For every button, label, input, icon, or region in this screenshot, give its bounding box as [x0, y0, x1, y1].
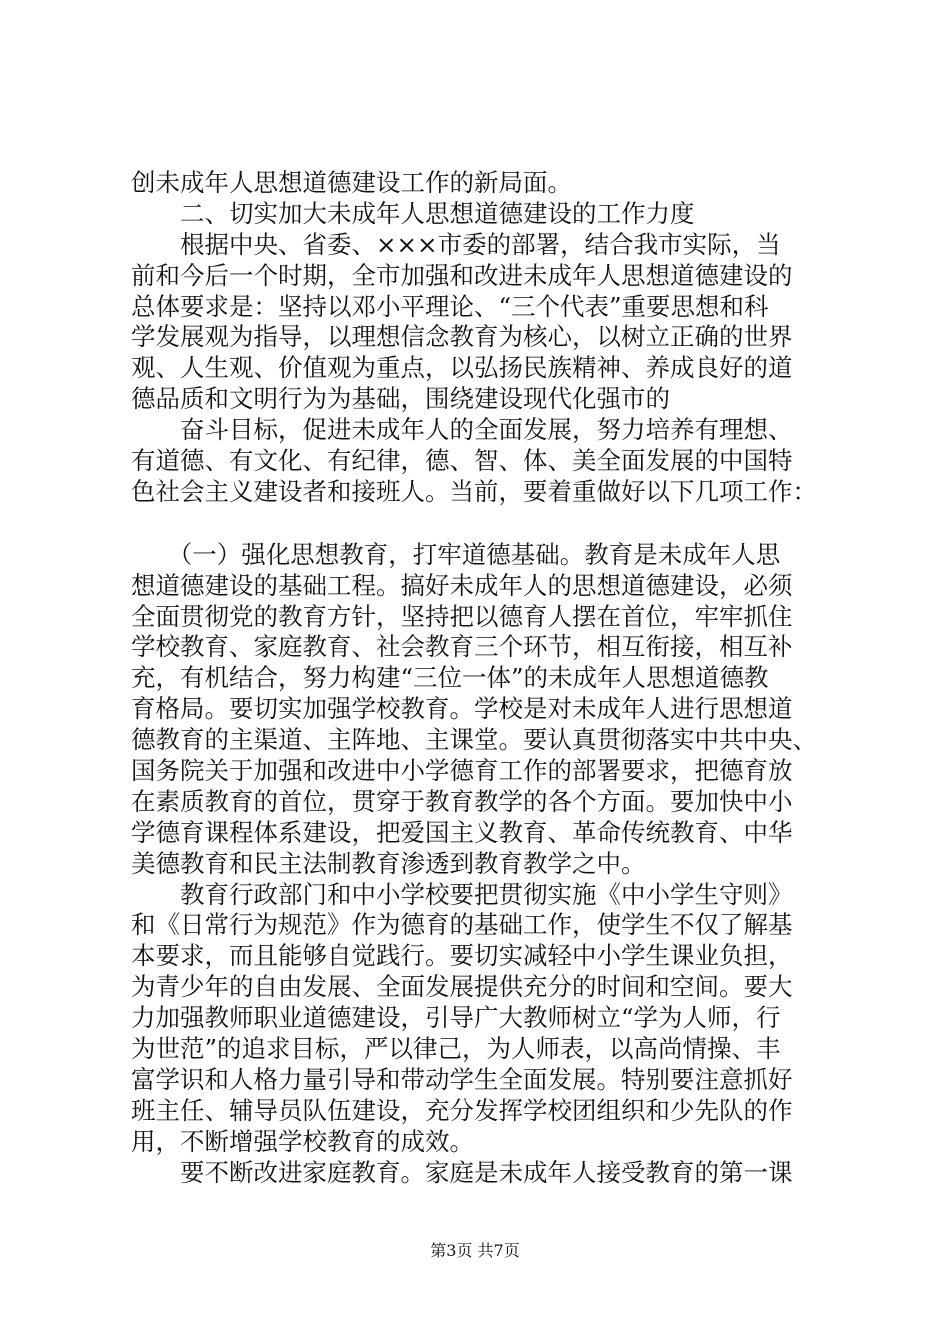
- text-line: 学校教育、家庭教育、社会教育三个环节，相互衔接，相互补: [131, 632, 793, 662]
- text-line: 想道德建设的基础工程。搞好未成年人的思想道德建设，必须: [131, 570, 793, 600]
- text-line: 为青少年的自由发展、全面发展提供充分的时间和空间。要大: [131, 972, 793, 1002]
- text-line: 德品质和文明行为为基础，围绕建设现代化强市的: [131, 384, 670, 414]
- text-line: 学发展观为指导，以理想信念教育为核心，以树立正确的世界: [131, 322, 793, 352]
- text-line: 力加强教师职业道德建设，引导广大教师树立“学为人师，行: [131, 1003, 781, 1033]
- body-text: [131, 168, 831, 1189]
- text-line: 奋斗目标，促进未成年人的全面发展，努力培养有理想、: [131, 415, 793, 445]
- text-line: （一）强化思想教育，打牢道德基础。教育是未成年人思: [131, 539, 781, 569]
- section-heading: 二、切实加大未成年人思想道德建设的工作力度: [131, 198, 695, 228]
- text-line: 教育行政部门和中小学校要把贯彻实施《中小学生守则》: [131, 879, 793, 909]
- text-line: 要不断改进家庭教育。家庭是未成年人接受教育的第一课: [131, 1157, 793, 1187]
- paragraph-gap: [131, 508, 831, 540]
- text-line: 在素质教育的首位，贯穿于教育教学的各个方面。要加快中小: [131, 786, 793, 816]
- text-line: 用，不断增强学校教育的成效。: [131, 1126, 474, 1156]
- text-line: 充，有机结合，努力构建“三位一体”的未成年人思想道德教: [131, 663, 769, 693]
- text-line: 德教育的主渠道、主阵地、主课堂。要认真贯彻落实中共中央、: [131, 725, 817, 755]
- text-line: 和《日常行为规范》作为德育的基础工作，使学生不仅了解基: [131, 910, 793, 940]
- text-line: 富学识和人格力量引导和带动学生全面发展。特别要注意抓好: [131, 1064, 793, 1094]
- text-line: 美德教育和民主法制教育渗透到教育教学之中。: [131, 848, 646, 878]
- text-line: 本要求，而且能够自觉践行。要切实减轻中小学生课业负担，: [131, 941, 793, 971]
- text-line: 观、人生观、价值观为重点，以弘扬民族精神、养成良好的道: [131, 353, 793, 383]
- text-line: 为世范”的追求目标，严以律己，为人师表，以高尚情操、丰: [131, 1034, 781, 1064]
- text-line: 育格局。要切实加强学校教育。学校是对未成年人进行思想道: [131, 694, 793, 724]
- text-line: 有道德、有文化、有纪律，德、智、体、美全面发展的中国特: [131, 446, 793, 476]
- text-line: 国务院关于加强和改进中小学德育工作的部署要求，把德育放: [131, 756, 793, 786]
- text-line: 前和今后一个时期，全市加强和改进未成年人思想道德建设的: [131, 260, 793, 290]
- text-line: 全面贯彻党的教育方针，坚持把以德育人摆在首位，牢牢抓住: [131, 601, 793, 631]
- text-line: 学德育课程体系建设，把爱国主义教育、革命传统教育、中华: [131, 817, 793, 847]
- page-number-footer: 第3页 共7页: [430, 1241, 520, 1260]
- text-line: 创未成年人思想道德建设工作的新局面。: [131, 168, 572, 197]
- text-line: 色社会主义建设者和接班人。当前，要着重做好以下几项工作：: [131, 476, 817, 506]
- text-line: 班主任、辅导员队伍建设，充分发挥学校团组织和少先队的作: [131, 1095, 793, 1125]
- text-line: 根据中央、省委、×××市委的部署，结合我市实际，当: [131, 229, 781, 259]
- text-line: 总体要求是：坚持以邓小平理论、“三个代表”重要思想和科: [131, 291, 769, 321]
